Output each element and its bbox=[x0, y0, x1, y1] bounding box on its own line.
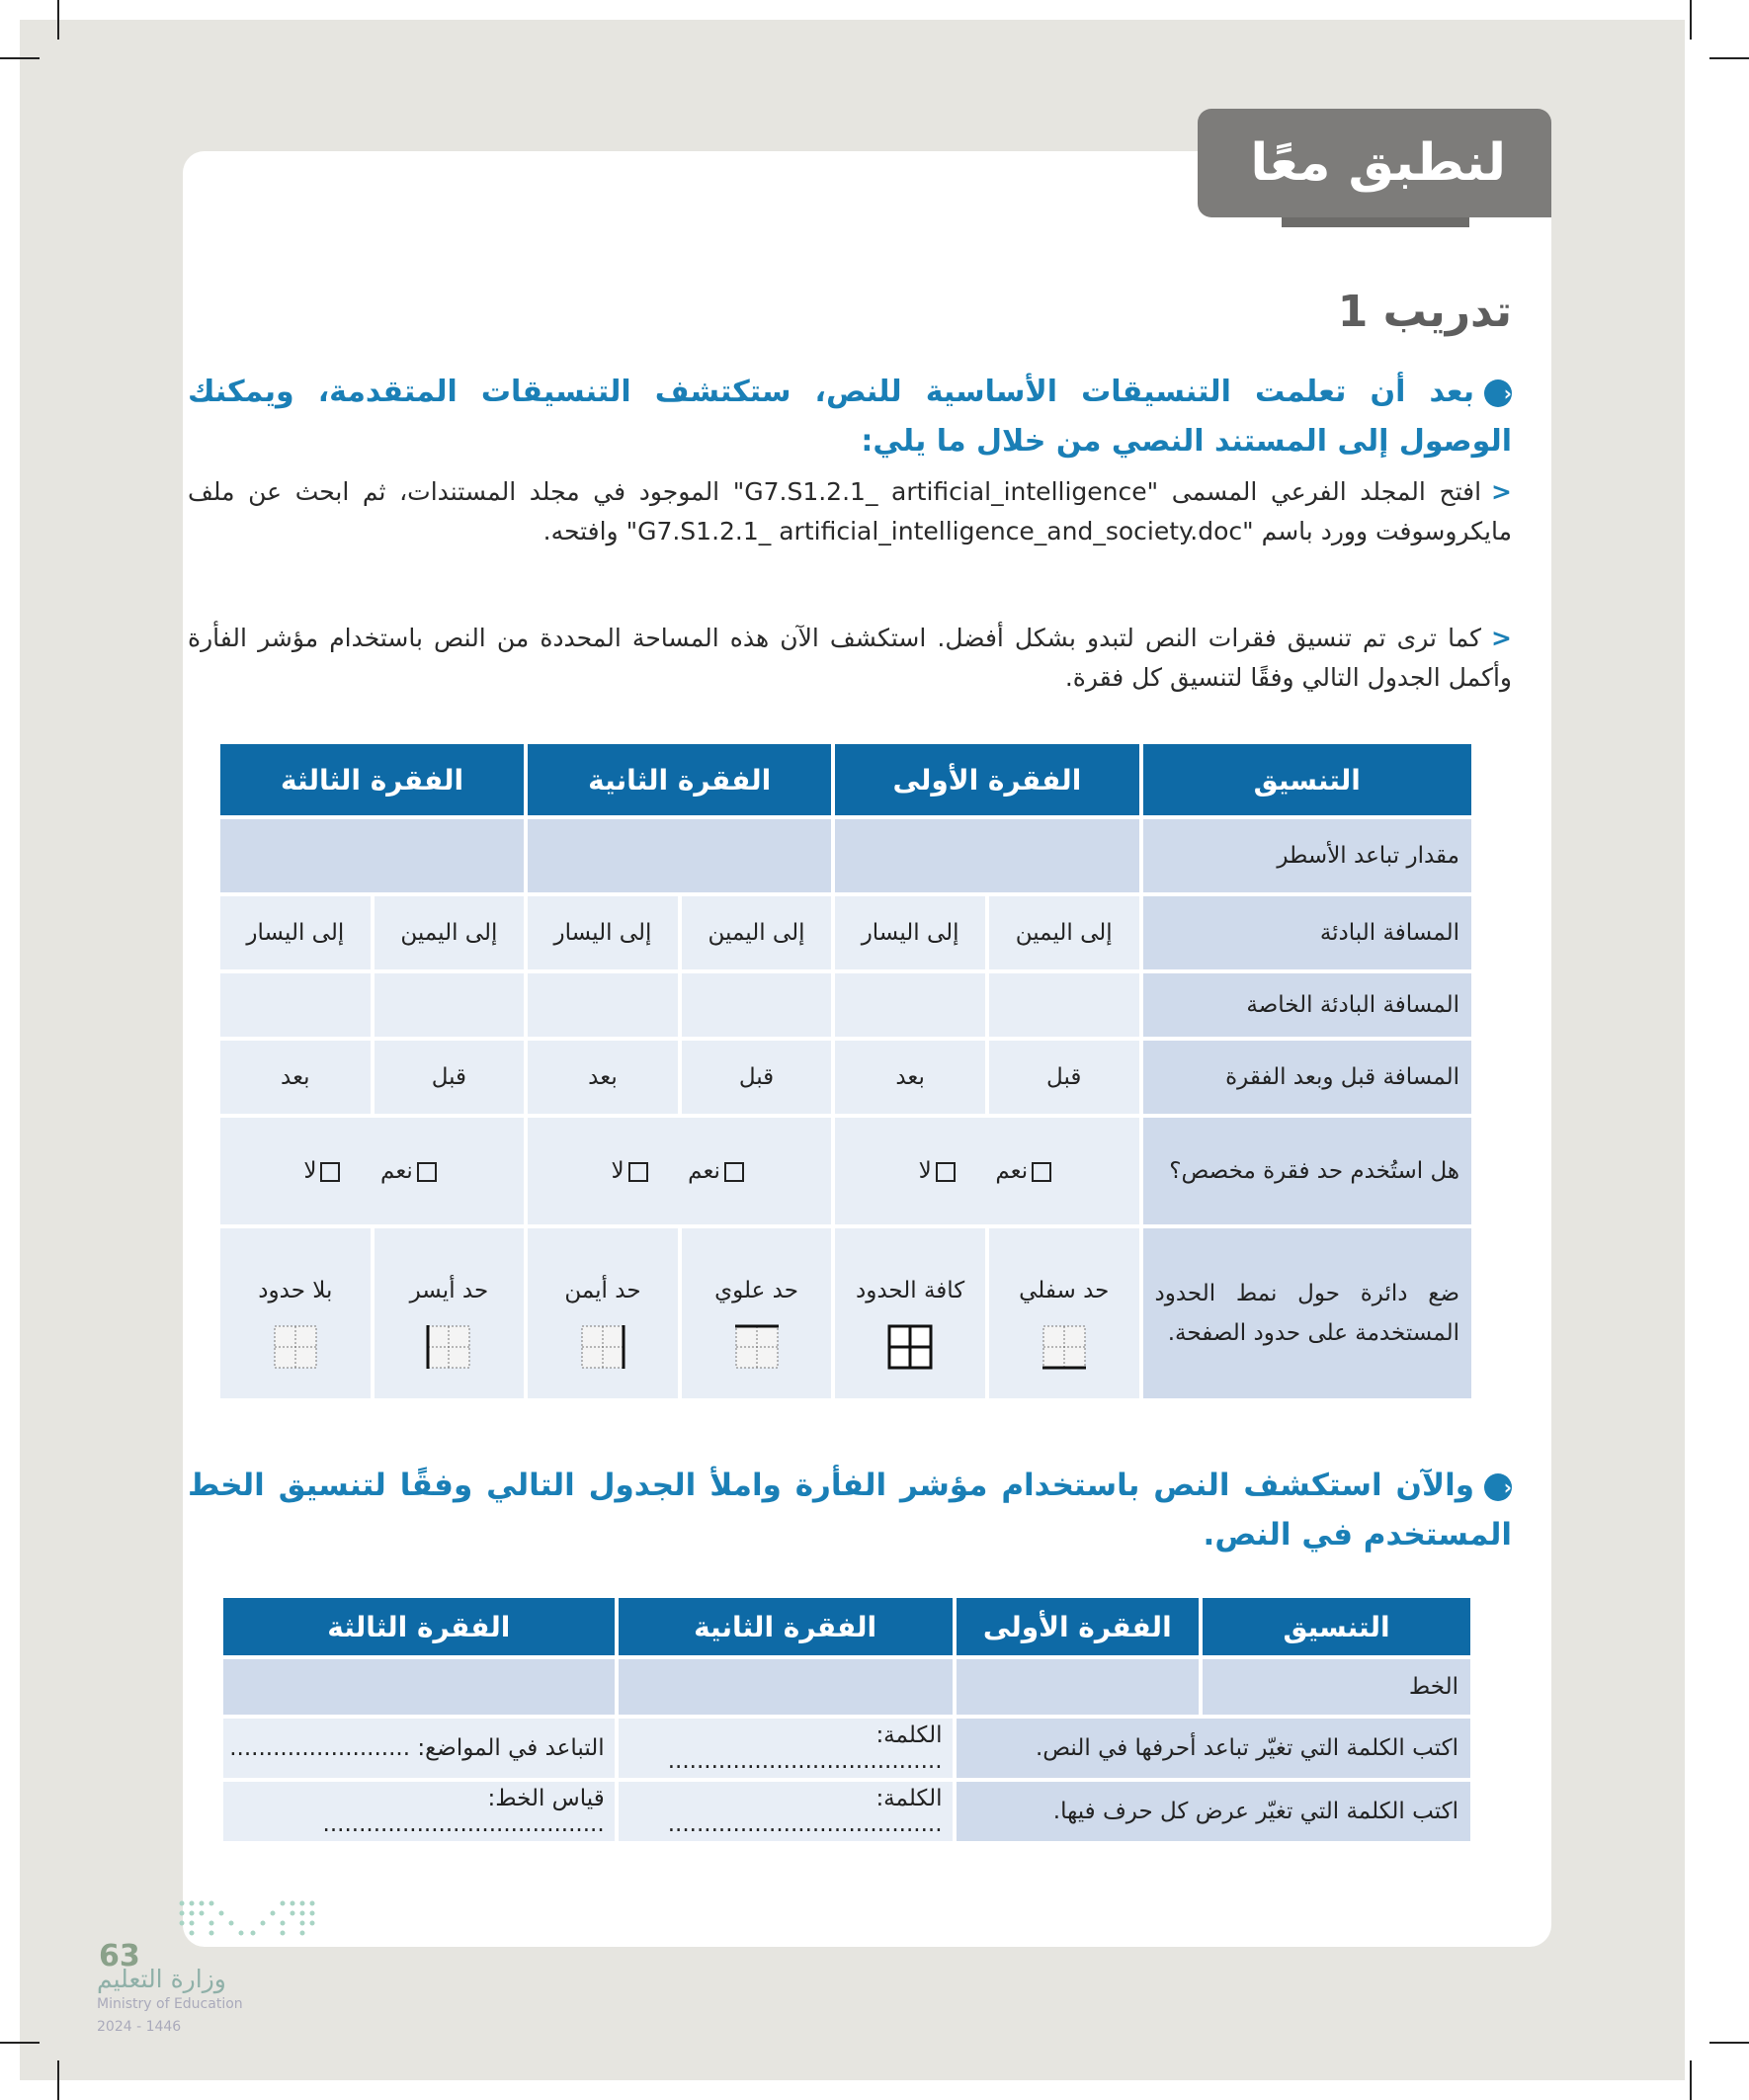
border-option-label: كافة الحدود bbox=[855, 1278, 965, 1303]
yes-label: نعم bbox=[995, 1158, 1029, 1184]
no-label: لا bbox=[611, 1158, 625, 1184]
border-option-bottom[interactable] bbox=[989, 1228, 1139, 1398]
border-option-label: حد أيسر bbox=[409, 1278, 489, 1303]
col-header-para2: الفقرة الثانية bbox=[528, 744, 831, 815]
left-border-icon bbox=[425, 1323, 472, 1371]
no-label: لا bbox=[303, 1158, 317, 1184]
indent-right: إلى اليمين bbox=[989, 896, 1139, 969]
border-option-top[interactable] bbox=[682, 1228, 832, 1398]
yes-no-choice bbox=[220, 1118, 524, 1224]
border-option-left[interactable] bbox=[375, 1228, 525, 1398]
crop-mark bbox=[1709, 57, 1749, 59]
answer-cell[interactable] bbox=[375, 973, 525, 1037]
row-label-border-style: ضع دائرة حول نمط الحدود المستخدمة على حدود الصفحة. bbox=[1143, 1228, 1472, 1398]
paragraph-format-table bbox=[216, 740, 1475, 1402]
answer-cell[interactable] bbox=[528, 973, 678, 1037]
border-option-label: حد سفلي bbox=[1019, 1278, 1110, 1303]
no-checkbox[interactable] bbox=[936, 1162, 956, 1182]
answer-cell[interactable] bbox=[989, 973, 1139, 1037]
font-section-heading-text: والآن استكشف النص باستخدام مؤشر الفأرة واملأ الجدول التالي وفقًا لتنسيق الخط المستخدم في النص. bbox=[188, 1468, 1512, 1553]
crop-mark bbox=[1709, 2042, 1749, 2044]
row-label-indent: المسافة البادئة bbox=[1143, 896, 1472, 969]
answer-cell[interactable] bbox=[957, 1659, 1199, 1715]
border-option-label: حد أيمن bbox=[564, 1278, 641, 1303]
no-label: لا bbox=[918, 1158, 932, 1184]
arrow-left-icon: < bbox=[1491, 624, 1512, 652]
crop-mark bbox=[0, 57, 40, 59]
row-label-spacing-word: اكتب الكلمة التي تغيّر تباعد أحرفها في النص. bbox=[957, 1719, 1470, 1778]
answer-cell[interactable] bbox=[835, 973, 985, 1037]
size-answer-field[interactable]: قياس الخط: ....................................... bbox=[223, 1782, 615, 1841]
row-label-custom-border: هل استُخدم حد فقرة مخصص؟ bbox=[1143, 1118, 1472, 1224]
spacing-after: بعد bbox=[528, 1041, 678, 1114]
intro-heading bbox=[188, 368, 1512, 466]
ministry-logo-dots bbox=[174, 1895, 322, 1943]
col-header-para2: الفقرة الثانية bbox=[619, 1598, 953, 1655]
yes-no-choice bbox=[528, 1118, 831, 1224]
indent-right: إلى اليمين bbox=[682, 896, 832, 969]
row-label-spacing: المسافة قبل وبعد الفقرة bbox=[1143, 1041, 1472, 1114]
step-2 bbox=[188, 619, 1512, 698]
indent-left: إلى اليسار bbox=[835, 896, 985, 969]
col-header-para1: الفقرة الأولى bbox=[835, 744, 1138, 815]
right-border-icon bbox=[579, 1323, 626, 1371]
yes-no-choice bbox=[835, 1118, 1138, 1224]
answer-cell[interactable] bbox=[835, 819, 1138, 892]
header-tab-shadow bbox=[1282, 217, 1469, 227]
yes-label: نعم bbox=[380, 1158, 413, 1184]
row-label-font: الخط bbox=[1203, 1659, 1470, 1715]
indent-left: إلى اليسار bbox=[220, 896, 371, 969]
border-option-none[interactable] bbox=[220, 1228, 371, 1398]
all-borders-icon bbox=[886, 1323, 934, 1371]
spacing-before: قبل bbox=[375, 1041, 525, 1114]
answer-cell[interactable] bbox=[528, 819, 831, 892]
answer-cell[interactable] bbox=[220, 973, 371, 1037]
spacing-before: قبل bbox=[989, 1041, 1139, 1114]
yes-checkbox[interactable] bbox=[417, 1162, 437, 1182]
crop-mark bbox=[0, 2042, 40, 2044]
top-border-icon bbox=[733, 1323, 781, 1371]
yes-checkbox[interactable] bbox=[1032, 1162, 1051, 1182]
border-option-label: بلا حدود bbox=[258, 1278, 333, 1303]
no-checkbox[interactable] bbox=[628, 1162, 648, 1182]
bottom-border-icon bbox=[1041, 1323, 1088, 1371]
indent-right: إلى اليمين bbox=[375, 896, 525, 969]
indent-left: إلى اليسار bbox=[528, 896, 678, 969]
yes-checkbox[interactable] bbox=[724, 1162, 744, 1182]
font-section-heading bbox=[188, 1461, 1512, 1559]
row-label-width-word: اكتب الكلمة التي تغيّر عرض كل حرف فيها. bbox=[957, 1782, 1470, 1841]
answer-cell[interactable] bbox=[619, 1659, 953, 1715]
step-1 bbox=[188, 472, 1512, 551]
academic-year: 2024 - 1446 bbox=[97, 2019, 182, 2035]
spacing-after: بعد bbox=[835, 1041, 985, 1114]
col-header-format: التنسيق bbox=[1203, 1598, 1470, 1655]
word-answer-field[interactable]: الكلمة: ...................................... bbox=[619, 1782, 953, 1841]
yes-label: نعم bbox=[688, 1158, 720, 1184]
no-checkbox[interactable] bbox=[320, 1162, 340, 1182]
page-number: 63 bbox=[99, 1939, 140, 1974]
ministry-name-en: Ministry of Education bbox=[97, 1996, 243, 2012]
crop-mark bbox=[1690, 0, 1692, 40]
row-label-special-indent: المسافة البادئة الخاصة bbox=[1143, 973, 1472, 1037]
row-label-line-spacing: مقدار تباعد الأسطر bbox=[1143, 819, 1472, 892]
answer-cell[interactable] bbox=[223, 1659, 615, 1715]
answer-cell[interactable] bbox=[220, 819, 524, 892]
step-2-text: كما ترى تم تنسيق فقرات النص لتبدو بشكل أفضل. استكشف الآن هذه المساحة المحددة من النص باستخدام مؤشر الفأرة وأكمل الجدول التالي وفقًا لتنسيق كل فقرة. bbox=[188, 624, 1512, 692]
word-answer-field[interactable]: الكلمة: ...................................... bbox=[619, 1719, 953, 1778]
col-header-para1: الفقرة الأولى bbox=[957, 1598, 1199, 1655]
crop-mark bbox=[57, 2060, 59, 2100]
exercise-title: تدريب 1 bbox=[1337, 287, 1512, 337]
chevron-left-icon: ‹ bbox=[1484, 1473, 1512, 1501]
chevron-left-icon: ‹ bbox=[1484, 379, 1512, 407]
intro-heading-text: بعد أن تعلمت التنسيقات الأساسية للنص، ستكتشف التنسيقات المتقدمة، ويمكنك الوصول إلى المستند النصي من خلال ما يلي: bbox=[188, 375, 1512, 459]
border-option-right[interactable] bbox=[528, 1228, 678, 1398]
step-1-text: افتح المجلد الفرعي المسمى "G7.S1.2.1_ artificial_intelligence" الموجود في مجلد المستندات، ثم ابحث عن ملف مايكروسوفت وورد باسم "G7.S1.2.1_ artificial_intelligence_and_society.doc" وافتحه. bbox=[188, 477, 1512, 546]
font-format-table bbox=[219, 1594, 1474, 1845]
border-option-label: حد علوي bbox=[714, 1278, 798, 1303]
answer-cell[interactable] bbox=[682, 973, 832, 1037]
spacing-before: قبل bbox=[682, 1041, 832, 1114]
arrow-left-icon: < bbox=[1491, 477, 1512, 506]
col-header-para3: الفقرة الثالثة bbox=[220, 744, 524, 815]
col-header-format: التنسيق bbox=[1143, 744, 1472, 815]
spacing-answer-field[interactable]: التباعد في المواضع: ......................... bbox=[223, 1719, 615, 1778]
section-title: لنطبق معًا bbox=[1198, 109, 1551, 217]
border-option-all[interactable] bbox=[835, 1228, 985, 1398]
no-border-icon bbox=[272, 1323, 319, 1371]
crop-mark bbox=[1690, 2060, 1692, 2100]
crop-mark bbox=[57, 0, 59, 40]
col-header-para3: الفقرة الثالثة bbox=[223, 1598, 615, 1655]
ministry-name-ar: وزارة التعليم bbox=[97, 1965, 226, 1993]
spacing-after: بعد bbox=[220, 1041, 371, 1114]
